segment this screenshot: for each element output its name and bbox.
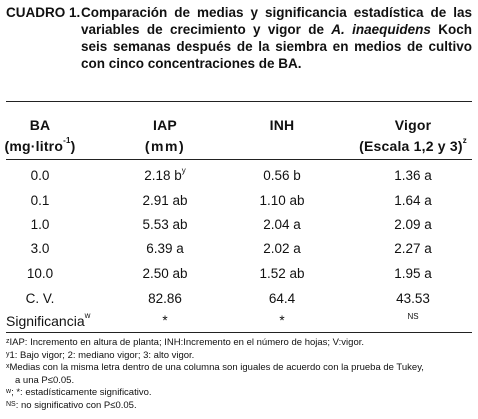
cell-inh: 0.56 b	[263, 168, 301, 183]
cell-inh: 2.04 a	[263, 217, 301, 232]
caption-text	[81, 4, 472, 72]
header-iap-unit: (mm)	[144, 138, 186, 154]
cell-vigor: 1.64 a	[394, 193, 432, 208]
cell-inh: 1.10 ab	[259, 193, 305, 208]
cv-vigor: 43.53	[396, 291, 430, 306]
cell-ba: 10.0	[26, 266, 54, 281]
cell-iap: 6.39 a	[146, 241, 184, 256]
footnote: $^x$Medias con la misma letra dentro de una columna son iguales de acuerdo con la prueba de Tukey,	[6, 362, 424, 374]
footnote: $^y$1: Bajo vigor; 2: mediano vigor; 3: alto vigor.	[6, 349, 195, 361]
cell-vigor: 1.95 a	[394, 266, 432, 281]
cell-ba: 1.0	[30, 217, 50, 232]
cell-ba: 0.0	[30, 168, 50, 183]
caption-text-before: Comparación de medias y significancia estadística de las variables de crecimiento y vigor de	[81, 5, 472, 37]
cell-iap: 2.50 ab	[142, 266, 188, 281]
caption-text-after: Koch seis semanas después de la siembra en medios de cultivo con cinco concentraciones de BA.	[81, 22, 472, 71]
header-inh: INH	[269, 117, 295, 133]
header-vigor: Vigor	[394, 117, 432, 133]
cell-iap: 5.53 ab	[142, 217, 188, 232]
header-vigor-unit: (Escala 1,2 y 3)$^z$	[359, 136, 467, 154]
table-top-rule	[6, 101, 472, 102]
cell-vigor: 1.36 a	[394, 168, 432, 183]
cv-inh: 64.4	[268, 291, 296, 306]
caption-species: A. inaequidens	[331, 22, 431, 37]
footnote-continuation: a una P≤0.05.	[15, 374, 75, 386]
cell-inh: 1.52 ab	[259, 266, 305, 281]
cv-iap: 82.86	[148, 291, 182, 306]
header-ba-unit: (mg·litro$^{-1}$)	[4, 136, 76, 154]
cell-iap: 2.91 ab	[142, 193, 188, 208]
table-header-rule	[6, 159, 472, 160]
cell-iap: 2.18 $b^y$	[144, 166, 186, 183]
header-iap: IAP	[153, 117, 177, 133]
significance-iap: *	[162, 313, 168, 328]
table-bottom-rule	[6, 332, 472, 333]
cell-ba: 3.0	[30, 241, 50, 256]
cell-inh: 2.02 a	[263, 241, 301, 256]
cell-vigor: 2.27 a	[394, 241, 432, 256]
significance-label: Significancia$^w$	[6, 311, 91, 329]
cv-label: C. V.	[25, 291, 55, 306]
cell-vigor: 2.09 a	[394, 217, 432, 232]
footnote: $^{NS}$: no significativo con P≤0.05.	[6, 399, 137, 411]
footnote: $^z$IAP: Incremento en altura de planta; INH:Incremento en el número de hojas; V:vigor.	[6, 337, 365, 348]
caption-label: CUADRO 1.	[6, 5, 81, 20]
header-ba: BA	[29, 117, 51, 133]
significance-vigor: NS	[407, 312, 419, 321]
footnotes	[6, 337, 472, 413]
significance-inh: *	[279, 313, 285, 328]
cell-ba: 0.1	[30, 193, 50, 208]
footnote: $^w$; *: estadísticamente significativo.	[6, 387, 152, 399]
